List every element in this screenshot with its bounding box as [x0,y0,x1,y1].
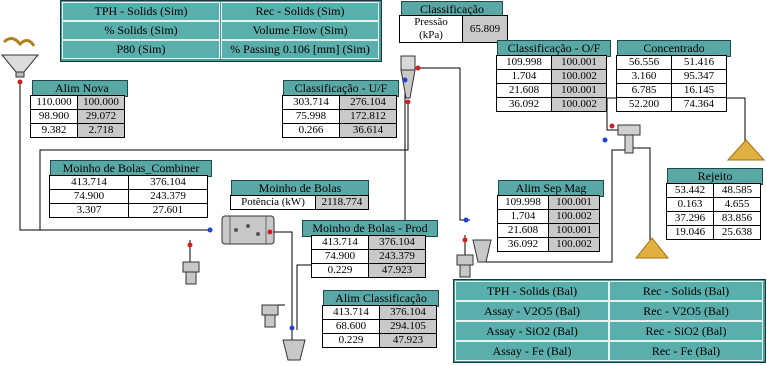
cell: 100.001 [549,196,600,210]
cell: 2.718 [78,124,125,138]
cell: 294.105 [380,320,437,334]
cell: 376.104 [129,176,208,190]
cell: 1.704 [498,210,549,224]
moinho-bolas-power-table [230,195,369,210]
cell: 100.002 [549,238,600,252]
cell: 27.601 [129,204,208,218]
cell: 75.998 [283,110,340,124]
cell: 21.608 [497,84,552,98]
cell: 83.856 [714,212,761,226]
param-value: 65.809 [463,16,508,43]
cell: 100.002 [552,70,607,84]
cell: 1.704 [497,70,552,84]
cell: 376.104 [380,306,437,320]
cell: 109.998 [498,196,549,210]
cell: 29.072 [78,110,125,124]
cell: 0.266 [283,124,340,138]
concentrado-table [616,55,727,112]
classificacao-of-title[interactable]: Classificação - O/F [497,40,611,57]
legend-cell: P80 (Sim) [62,40,220,59]
moinho-prod-table [311,235,426,278]
alim-nova-title[interactable]: Alim Nova [32,80,128,97]
cell: 19.046 [667,226,714,240]
cell: 74.364 [672,98,727,112]
cell: 303.714 [283,96,340,110]
cell: 48.585 [714,184,761,198]
cell: 413.714 [323,306,380,320]
tailings-pile-icon [636,238,668,258]
cell: 74.900 [312,250,369,264]
cell: 56.556 [617,56,672,70]
cell: 243.379 [369,250,426,264]
cell: 98.900 [31,110,78,124]
feed-hopper-icon [2,38,38,77]
legend-cell: TPH - Solids (Sim) [62,2,220,21]
concentrate-pile-icon [728,140,764,160]
cell: 52.200 [617,98,672,112]
cell: 3.160 [617,70,672,84]
cell: 53.442 [667,184,714,198]
classificacao-uf-table [282,95,397,138]
hydrocyclone-icon [401,56,415,98]
cell: 9.382 [31,124,78,138]
legend-cell: Assay - V2O5 (Bal) [455,301,609,321]
cell: 25.638 [714,226,761,240]
alim-classificacao-table [322,305,437,348]
cell: 413.714 [312,236,369,250]
cell: 47.923 [369,264,426,278]
cell: 16.145 [672,84,727,98]
legend-cell: % Passing 0.106 [mm] (Sim) [221,40,379,59]
legend-cell: Assay - SiO2 (Bal) [455,321,609,341]
cell: 47.923 [380,334,437,348]
classificacao-of-table [496,55,607,112]
cell: 51.416 [672,56,727,70]
cell: 36.092 [497,98,552,112]
cell: 110.000 [31,96,78,110]
alim-nova-table [30,95,125,138]
cell: 109.998 [497,56,552,70]
cell: 100.001 [552,84,607,98]
classificacao-panel-title[interactable]: Classificação [401,1,503,18]
cell: 172.812 [340,110,397,124]
param-label: Potência (kW) [231,196,316,210]
legend-cell: Rec - V2O5 (Bal) [609,301,763,321]
cell: 95.347 [672,70,727,84]
cell: 276.104 [340,96,397,110]
cell: 0.229 [323,334,380,348]
classificacao-pressure-table [399,15,508,43]
cell: 100.002 [552,98,607,112]
legend-cell: Rec - Solids (Bal) [609,281,763,301]
concentrado-title[interactable]: Concentrado [617,40,731,57]
cell: 413.714 [50,176,129,190]
legend-cell: Rec - Fe (Bal) [609,341,763,361]
moinho-prod-title[interactable]: Moinho de Bolas - Prod [302,220,438,237]
cell: 3.307 [50,204,129,218]
rejeito-table [666,183,761,240]
bottom-legend [453,279,766,363]
alim-classificacao-title[interactable]: Alim Classificação [323,290,439,307]
moinho-combiner-table [49,175,208,218]
legend-cell: % Solids (Sim) [62,21,220,40]
cell: 36.614 [340,124,397,138]
classificacao-uf-title[interactable]: Classificação - U/F [283,80,399,97]
cell: 0.163 [667,198,714,212]
cell: 4.655 [714,198,761,212]
param-value: 2118.774 [316,196,369,210]
cell: 36.092 [498,238,549,252]
alim-sep-mag-table [497,195,600,252]
cell: 6.785 [617,84,672,98]
cell: 21.608 [498,224,549,238]
cell: 243.379 [129,190,208,204]
legend-cell: TPH - Solids (Bal) [455,281,609,301]
cell: 100.001 [549,224,600,238]
splitter-icon [618,125,640,153]
cell: 100.001 [552,56,607,70]
rejeito-title[interactable]: Rejeito [667,168,763,185]
alim-sep-mag-title[interactable]: Alim Sep Mag [498,180,604,197]
cell: 37.296 [667,212,714,226]
legend-cell: Volume Flow (Sim) [221,21,379,40]
legend-cell: Rec - Solids (Sim) [221,2,379,21]
ball-mill-icon [222,216,274,244]
cell: 100.002 [549,210,600,224]
moinho-combiner-title[interactable]: Moinho de Bolas_Combiner [50,160,212,177]
top-legend [60,0,382,62]
param-label: Pressão (kPa) [400,16,463,43]
cell: 0.229 [312,264,369,278]
moinho-bolas-title[interactable]: Moinho de Bolas [231,180,369,197]
legend-cell: Assay - Fe (Bal) [455,341,609,361]
cell: 68.600 [323,320,380,334]
legend-cell: Rec - SiO2 (Bal) [609,321,763,341]
cell: 376.104 [369,236,426,250]
cell: 100.000 [78,96,125,110]
cell: 74.900 [50,190,129,204]
